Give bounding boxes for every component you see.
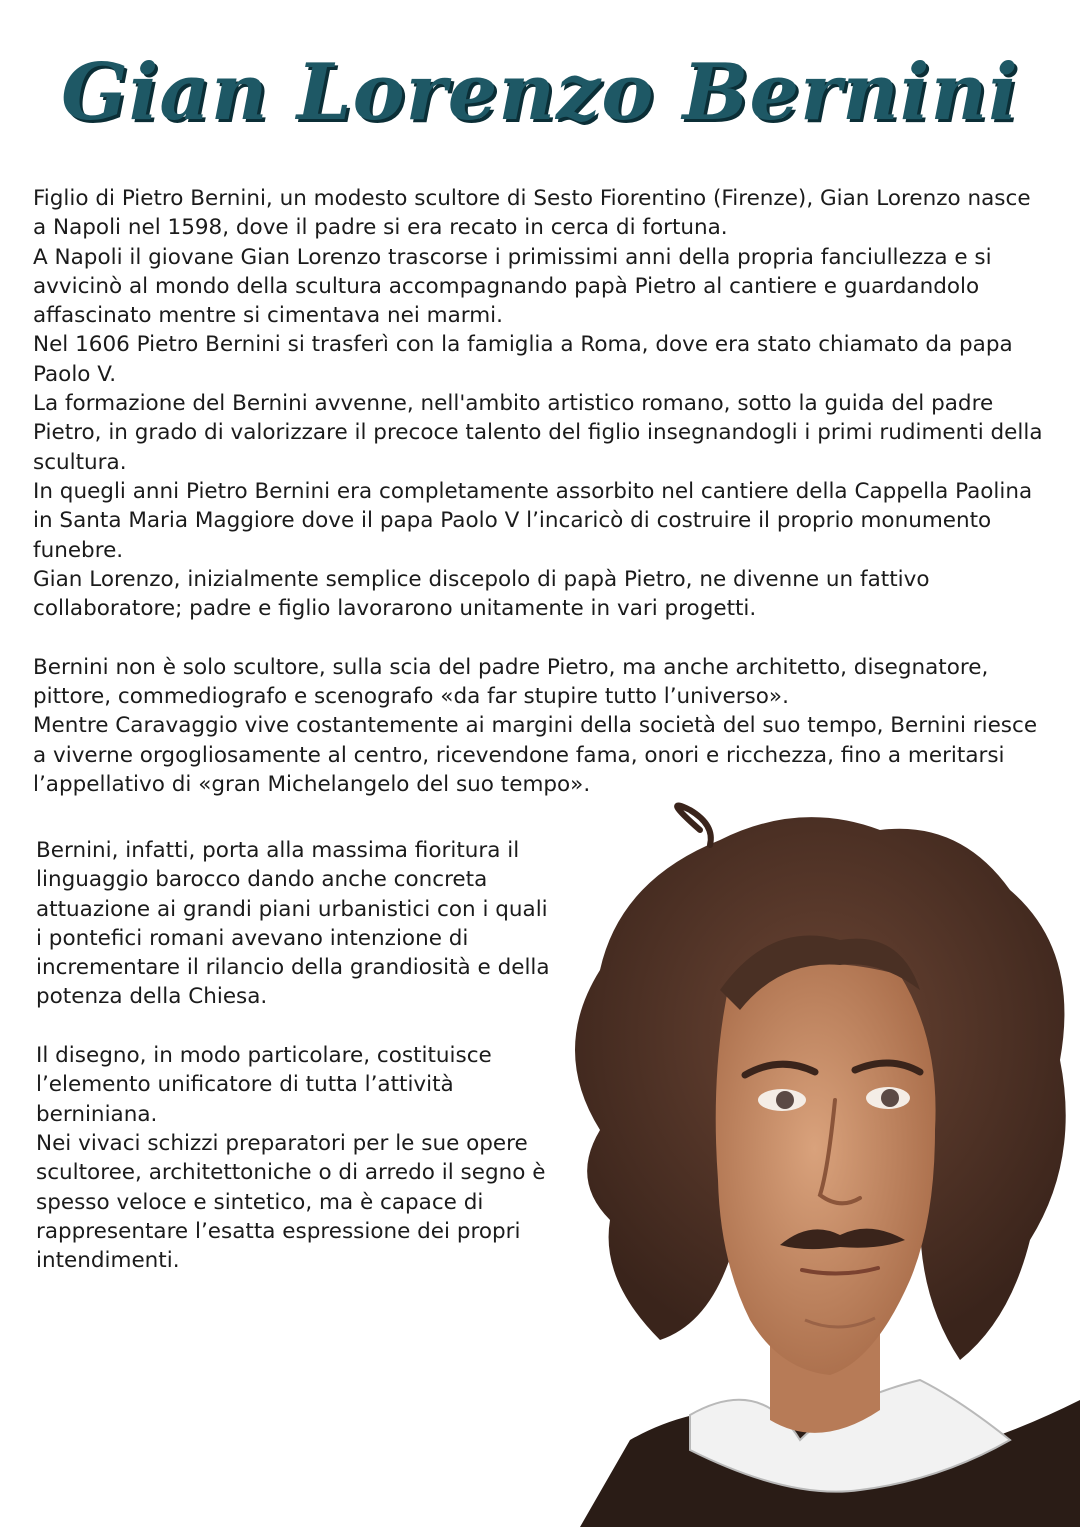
paragraph: A Napoli il giovane Gian Lorenzo trascorse i primissimi anni della propria fanciullezza e si avvicinò al mondo della scultura accompagnando papà Pietro al cantiere e guardandolo affascinato mentre si cimentava nei marmi. — [33, 244, 992, 329]
paragraph: La formazione del Bernini avvenne, nell'ambito artistico romano, sotto la guida del padre Pietro, in grado di valorizzare il precoce talento del figlio insegnandogli i primi rudimenti della scultura. — [33, 391, 1043, 475]
paragraph: Il disegno, in modo particolare, costituisce l’elemento unificatore di tutta l’attività berniniana. — [36, 1043, 492, 1127]
portrait-illustration — [540, 800, 1080, 1527]
paragraph: Nel 1606 Pietro Bernini si trasferì con la famiglia a Roma, dove era stato chiamato da papa Paolo V. — [33, 332, 1013, 387]
paragraph: Mentre Caravaggio vive costantemente ai margini della società del suo tempo, Bernini riesce a viverne orgogliosamente al centro, ricevendone fama, onori e ricchezza, fino a meritarsi l’appellativo di «gran Michelangelo del suo tempo». — [33, 713, 1038, 797]
paragraph: Nei vivaci schizzi preparatori per le sue opere scultoree, architettoniche o di arredo il segno è spesso veloce e sintetico, ma è capace di rappresentare l’esatta espressione dei propri intendimenti. — [36, 1130, 546, 1274]
paragraph-gap — [33, 623, 1043, 652]
side-text — [36, 836, 556, 1275]
paragraph: Bernini, infatti, porta alla massima fioritura il linguaggio barocco dando anche concreta attuazione ai grandi piani urbanistici con i quali i pontefici romani avevano intenzione di incrementare il rilancio della grandiosità e della potenza della Chiesa. — [36, 838, 550, 1010]
page-title: Gian Lorenzo Bernini — [61, 47, 1019, 138]
paragraph: Bernini non è solo scultore, sulla scia del padre Pietro, ma anche architetto, disegnatore, pittore, commediografo e scenografo «da far stupire tutto l’universo». — [33, 654, 989, 710]
paragraph: Gian Lorenzo, inizialmente semplice discepolo di papà Pietro, ne divenne un fattivo collaboratore; padre e figlio lavorarono unitamente in vari progetti. — [33, 566, 930, 622]
intro-text — [33, 184, 1043, 799]
paragraph-gap — [36, 1012, 556, 1041]
paragraph: Figlio di Pietro Bernini, un modesto scultore di Sesto Fiorentino (Firenze), Gian Lorenzo nasce a Napoli nel 1598, dove il padre si era recato in cerca di fortuna. — [33, 186, 1031, 241]
paragraph: In quegli anni Pietro Bernini era completamente assorbito nel cantiere della Cappella Paolina in Santa Maria Maggiore dove il papa Paolo V l’incaricò di costruire il proprio monumento funebre. — [33, 478, 1033, 563]
